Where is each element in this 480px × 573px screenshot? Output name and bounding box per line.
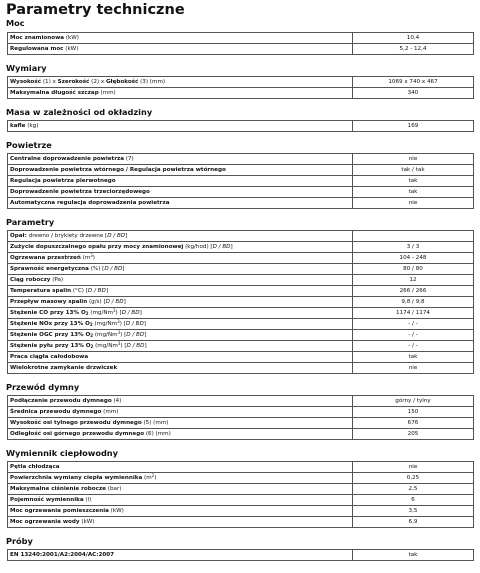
table-row bbox=[8, 429, 474, 440]
table-moc bbox=[7, 32, 474, 55]
table-row bbox=[8, 33, 474, 44]
row-value: tak bbox=[353, 187, 474, 198]
row-label: Przepływ masowy spalin (g/s) [D / BD] bbox=[8, 297, 353, 308]
row-value: 10,4 bbox=[353, 33, 474, 44]
row-value: 169 bbox=[353, 121, 474, 132]
row-label: Odległość osi górnego przewodu dymnego (6) (mm) bbox=[8, 429, 353, 440]
row-label: Doprowadzenie powietrza trzeciorzędowego bbox=[8, 187, 353, 198]
row-label: Podłączenie przewodu dymnego (4) bbox=[8, 396, 353, 407]
row-label: Moc ogrzewania pomieszczenia (kW) bbox=[8, 506, 353, 517]
table-row bbox=[8, 275, 474, 286]
row-value: 9,8 / 9,8 bbox=[353, 297, 474, 308]
section-title-wymiennik: Wymiennik ciepłowodny bbox=[6, 448, 118, 458]
table-row bbox=[8, 506, 474, 517]
section-title-przewod: Przewód dymny bbox=[6, 382, 80, 392]
row-label: Pętla chłodząca bbox=[8, 462, 353, 473]
table-row bbox=[8, 330, 474, 341]
row-label: Zużycie dopuszczalnego opału przy mocy znamionowej (kg/hod) [D / BD] bbox=[8, 242, 353, 253]
row-value: 5,2 - 12,4 bbox=[353, 44, 474, 55]
row-label: Sprawność energetyczna (%) [D / BD] bbox=[8, 264, 353, 275]
row-label: Średnica przewodu dymnego (mm) bbox=[8, 407, 353, 418]
table-row bbox=[8, 495, 474, 506]
row-label: Moc znamionowa (kW) bbox=[8, 33, 353, 44]
table-powietrze bbox=[7, 153, 474, 209]
row-label: Regulacja powietrza pierwotnego bbox=[8, 176, 353, 187]
row-value: tak bbox=[353, 176, 474, 187]
table-row bbox=[8, 473, 474, 484]
table-parametry bbox=[7, 230, 474, 374]
row-label: Stężenie OGC przy 13% $O_2$ (mg/Nm$^3$) [D / BD] bbox=[8, 330, 353, 341]
table-wymiennik bbox=[7, 461, 474, 528]
table-row bbox=[8, 363, 474, 374]
row-value: 2,5 bbox=[353, 484, 474, 495]
row-value: nie bbox=[353, 154, 474, 165]
table-row bbox=[8, 121, 474, 132]
row-value bbox=[353, 231, 474, 242]
table-row bbox=[8, 297, 474, 308]
table-row bbox=[8, 44, 474, 55]
table-row bbox=[8, 231, 474, 242]
row-label: Doprowadzenie powietrza wtórnego / Regulacja powietrza wtórnego bbox=[8, 165, 353, 176]
section-title-proby: Próby bbox=[6, 536, 33, 546]
section-title-powietrze: Powietrze bbox=[6, 140, 52, 150]
row-value: - / - bbox=[353, 330, 474, 341]
row-value: 150 bbox=[353, 407, 474, 418]
table-row bbox=[8, 264, 474, 275]
row-value: 205 bbox=[353, 429, 474, 440]
row-label: Wysokość (1) x Szerokość (2) x Głębokość (3) (mm) bbox=[8, 77, 353, 88]
table-row bbox=[8, 352, 474, 363]
table-row bbox=[8, 462, 474, 473]
row-label: Centralne doprowadzenie powietrza (7) bbox=[8, 154, 353, 165]
row-value: górny / tylny bbox=[353, 396, 474, 407]
row-value: tak / tak bbox=[353, 165, 474, 176]
table-row bbox=[8, 253, 474, 264]
row-label: Stężenie CO przy 13% $O_2$ (mg/Nm$^3$) [D / BD] bbox=[8, 308, 353, 319]
row-label: Automatyczna regulacja doprowadzenia powietrza bbox=[8, 198, 353, 209]
table-row bbox=[8, 242, 474, 253]
row-label: kafle (kg) bbox=[8, 121, 353, 132]
row-label: Ciąg roboczy (Pa) bbox=[8, 275, 353, 286]
row-value: 0,25 bbox=[353, 473, 474, 484]
section-title-masa: Masa w zależności od okładziny bbox=[6, 107, 153, 117]
row-value: tak bbox=[353, 352, 474, 363]
row-value: 104 - 248 bbox=[353, 253, 474, 264]
row-value: - / - bbox=[353, 341, 474, 352]
table-row bbox=[8, 77, 474, 88]
table-przewod bbox=[7, 395, 474, 440]
table-row bbox=[8, 550, 474, 561]
table-row bbox=[8, 517, 474, 528]
table-row bbox=[8, 308, 474, 319]
row-value: 1069 x 740 x 467 bbox=[353, 77, 474, 88]
row-value: nie bbox=[353, 363, 474, 374]
row-label: Pojemność wymiennika (l) bbox=[8, 495, 353, 506]
table-row bbox=[8, 187, 474, 198]
row-value: 340 bbox=[353, 88, 474, 99]
table-proby bbox=[7, 549, 474, 561]
row-value: 12 bbox=[353, 275, 474, 286]
table-row bbox=[8, 418, 474, 429]
row-label: Powierzchnia wymiany ciepła wymiennika $(m^2)$ bbox=[8, 473, 353, 484]
row-label: Praca ciągła całodobowa bbox=[8, 352, 353, 363]
table-wymiary bbox=[7, 76, 474, 99]
section-title-parametry: Parametry bbox=[6, 217, 55, 227]
table-row bbox=[8, 484, 474, 495]
spec-page bbox=[0, 2, 480, 561]
row-label: EN 13240:2001/A2:2004/AC:2007 bbox=[8, 550, 353, 561]
page-title: Parametry techniczne bbox=[6, 2, 185, 18]
row-label: Stężenie NOx przy 13% $O_2$ (mg/Nm$^3$) [D / BD] bbox=[8, 319, 353, 330]
table-masa bbox=[7, 120, 474, 132]
row-label: Temperatura spalin (°C) [D / BD] bbox=[8, 286, 353, 297]
row-value: 3 / 3 bbox=[353, 242, 474, 253]
row-label: Wielokrotne zamykanie drzwiczek bbox=[8, 363, 353, 374]
table-row bbox=[8, 341, 474, 352]
row-value: 6,9 bbox=[353, 517, 474, 528]
table-row bbox=[8, 88, 474, 99]
table-row bbox=[8, 165, 474, 176]
table-row bbox=[8, 396, 474, 407]
row-value: 6 bbox=[353, 495, 474, 506]
row-value: 80 / 80 bbox=[353, 264, 474, 275]
row-label: Wysokość osi tylnego przewodu dymnego (5) (mm) bbox=[8, 418, 353, 429]
table-row bbox=[8, 319, 474, 330]
table-row bbox=[8, 407, 474, 418]
section-title-moc: Moc bbox=[6, 18, 25, 28]
row-label: Opał: drewno / brykiety drzewne [D / BD] bbox=[8, 231, 353, 242]
row-value: tak bbox=[353, 550, 474, 561]
row-label: Maksymalna długość szczap (mm) bbox=[8, 88, 353, 99]
row-label: Stężenie pyłu przy 13% $O_2$ (mg/Nm$^3$) [D / BD] bbox=[8, 341, 353, 352]
row-label: Moc ogrzewania wody (kW) bbox=[8, 517, 353, 528]
row-value: 676 bbox=[353, 418, 474, 429]
row-label: Maksymalne ciśnienie robocze (bar) bbox=[8, 484, 353, 495]
row-value: 266 / 266 bbox=[353, 286, 474, 297]
table-row bbox=[8, 154, 474, 165]
table-row bbox=[8, 176, 474, 187]
table-row bbox=[8, 198, 474, 209]
row-value: nie bbox=[353, 198, 474, 209]
row-label: Regulowana moc (kW) bbox=[8, 44, 353, 55]
row-value: nie bbox=[353, 462, 474, 473]
section-title-wymiary: Wymiary bbox=[6, 63, 47, 73]
table-row bbox=[8, 286, 474, 297]
row-value: 3,5 bbox=[353, 506, 474, 517]
row-label: Ogrzewana przestrzeń $(m^3)$ bbox=[8, 253, 353, 264]
row-value: - / - bbox=[353, 319, 474, 330]
row-value: 1174 / 1174 bbox=[353, 308, 474, 319]
